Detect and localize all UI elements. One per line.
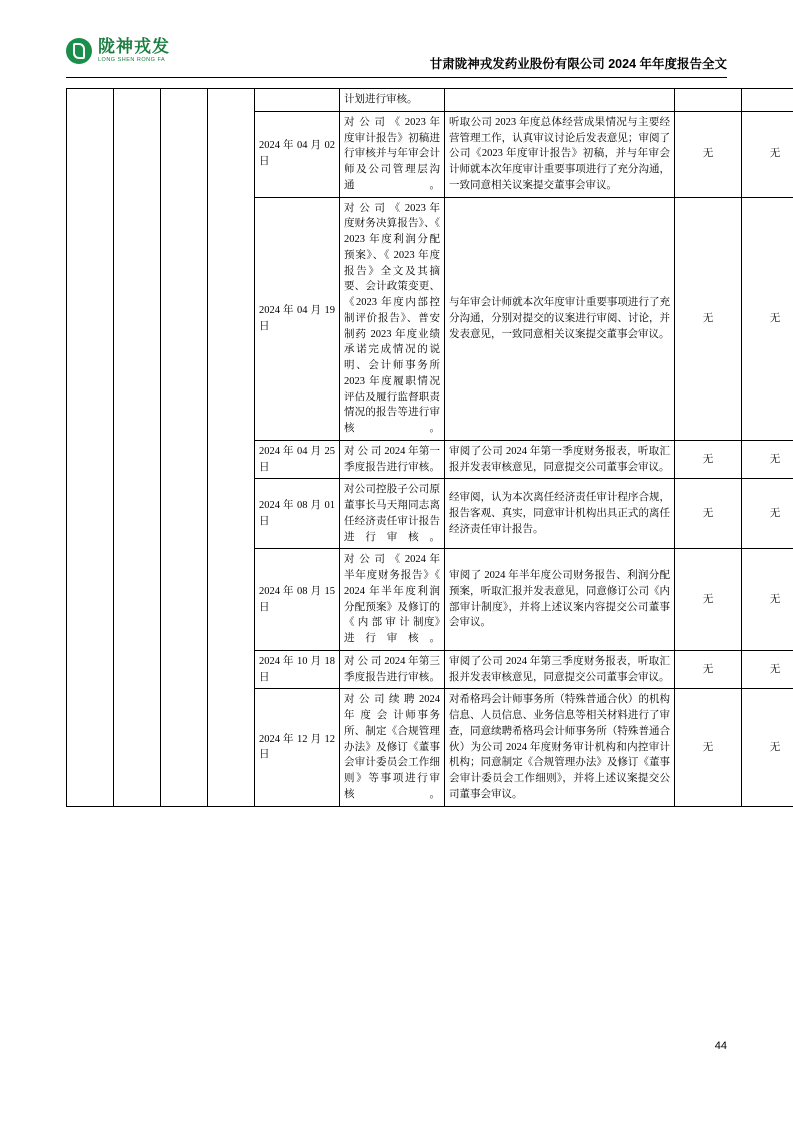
cell-detail: 审阅了 2024 年半年度公司财务报告、利润分配预案，听取汇报并发表意见，同意修订公司《内部审计制度》，并将上述议案内容提交公司董事会审议。	[445, 549, 675, 651]
cell-matter-continued: 计划进行审核。	[340, 89, 445, 112]
cell-objection: 无	[675, 440, 742, 479]
cell-objection: 无	[675, 549, 742, 651]
cell-detail: 经审阅，认为本次离任经济责任审计程序合规，报告客观、真实，同意审计机构出具正式的离任经济责任审计报告。	[445, 479, 675, 549]
cell-matter: 对 公 司 《 2023 年度审计报告》初稿进行审核并与年审会计师及公司管理层沟通。	[340, 111, 445, 197]
cell-detail: 与年审会计师就本次年度审计重要事项进行了充分沟通，分别对提交的议案进行审阅、讨论，并发表意见，一致同意相关议案提交董事会审议。	[445, 197, 675, 440]
cell-other-continued	[742, 89, 793, 112]
cell-other: 无	[742, 650, 793, 689]
company-logo	[66, 38, 170, 64]
cell-objection: 无	[675, 689, 742, 806]
cell-date: 2024 年 10 月 18 日	[255, 650, 340, 689]
cell-date-continued	[255, 89, 340, 112]
cell-date: 2024 年 04 月 02 日	[255, 111, 340, 197]
cell-other: 无	[742, 440, 793, 479]
cell-col2-merged	[114, 89, 161, 807]
logo-text-block	[98, 38, 170, 64]
cell-objection: 无	[675, 650, 742, 689]
cell-col1-merged	[67, 89, 114, 807]
header-divider	[66, 77, 727, 78]
audit-committee-table-wrap	[66, 88, 781, 807]
page-number: 44	[714, 1040, 727, 1052]
cell-col3-merged	[161, 89, 208, 807]
cell-other: 无	[742, 111, 793, 197]
cell-other: 无	[742, 479, 793, 549]
cell-objection: 无	[675, 197, 742, 440]
cell-matter: 对 公 司 《 2024 年半年度财务报告》《 2024 年半年度利润分配预案》及修订的《 内 部 审 计 制度》进行审核。	[340, 549, 445, 651]
cell-matter: 对 公 司 续 聘 2024 年 度 会 计师事务所、制定《合规管理办法》及修订《董事会审计委员会工作细则》等事项进行审核。	[340, 689, 445, 806]
cell-date: 2024 年 08 月 01 日	[255, 479, 340, 549]
cell-col4-merged	[208, 89, 255, 807]
cell-other: 无	[742, 549, 793, 651]
page-header	[0, 0, 793, 86]
cell-matter: 对公司控股子公司原董事长马天翔同志离任经济责任审计报告进行审核。	[340, 479, 445, 549]
table-body	[67, 89, 793, 807]
cell-date: 2024 年 08 月 15 日	[255, 549, 340, 651]
table-row	[67, 89, 793, 112]
cell-matter: 对 公 司 2024 年第一季度报告进行审核。	[340, 440, 445, 479]
cell-matter: 对 公 司 2024 年第三季度报告进行审核。	[340, 650, 445, 689]
cell-date: 2024 年 04 月 19 日	[255, 197, 340, 440]
cell-other: 无	[742, 197, 793, 440]
cell-objection: 无	[675, 111, 742, 197]
leaf-logo-icon	[66, 38, 92, 64]
cell-detail: 审阅了公司 2024 年第三季度财务报表，听取汇报并发表审核意见，同意提交公司董事会审议。	[445, 650, 675, 689]
header-report-title: 甘肃陇神戎发药业股份有限公司 2024 年年度报告全文	[429, 57, 727, 71]
cell-detail: 对希格玛会计师事务所（特殊普通合伙）的机构信息、人员信息、业务信息等相关材料进行了审查，同意续聘希格玛会计师事务所（特殊普通合伙）为公司 2024 年度财务审计机构和内控审计机构；同意制定《合规管理办法》及修订《董事会审计委员会工作细则》，并将上述议案提交公司董事会审议。	[445, 689, 675, 806]
cell-objection: 无	[675, 479, 742, 549]
cell-date: 2024 年 12 月 12 日	[255, 689, 340, 806]
audit-committee-table	[66, 88, 793, 807]
cell-detail-continued	[445, 89, 675, 112]
logo-chinese-name: 陇神戎发	[98, 37, 170, 57]
cell-detail: 审阅了公司 2024 年第一季度财务报表，听取汇报并发表审核意见，同意提交公司董事会审议。	[445, 440, 675, 479]
cell-other: 无	[742, 689, 793, 806]
cell-detail: 听取公司 2023 年度总体经营成果情况与主要经营管理工作，认真审议讨论后发表意见；审阅了公司《2023 年度审计报告》初稿，并与年审会计师就本次年度审计重要事项进行了充分沟通，一致同意相关议案提交董事会审议。	[445, 111, 675, 197]
cell-matter: 对 公 司 《 2023 年度财务决算报告》、《 2023 年度利润分配预案》、《 2023 年度报告》全文及其摘要、会计政策变更、《2023 年度内部控制评价报告》、普安制药 2023 年度业绩承诺完成情况的说明、会计师事务所 2023 年度履职情况评估及履行监督职责情况的报告等进行审核。	[340, 197, 445, 440]
logo-english-name: LONG SHEN RONG FA	[98, 57, 166, 64]
cell-objection-continued	[675, 89, 742, 112]
cell-date: 2024 年 04 月 25 日	[255, 440, 340, 479]
